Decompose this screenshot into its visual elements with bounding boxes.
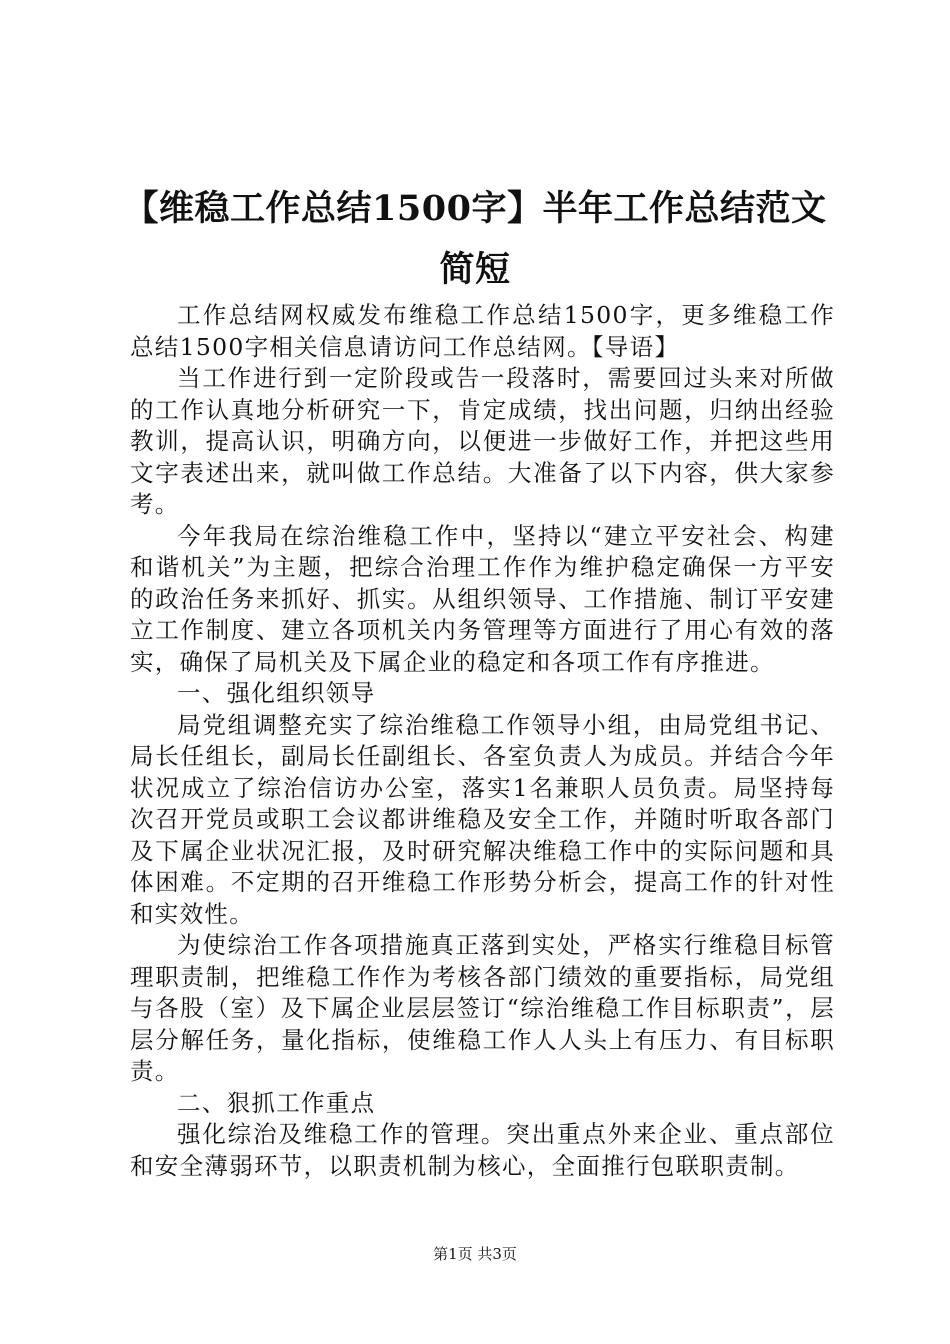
paragraph-intro: 工作总结网权威发布维稳工作总结1500字，更多维稳工作总结1500字相关信息请访问工作总结网。【导语】 <box>130 301 835 361</box>
paragraph-guide: 当工作进行到一定阶段或告一段落时，需要回过头来对所做的工作认真地分析研究一下，肯定成绩，找出问题，归纳出经验教训，提高认识，明确方向，以便进一步做好工作，并把这些用文字表述出来，就叫做工作总结。大准备了以下内容，供大家参考。 <box>130 364 835 518</box>
paragraph-overview: 今年我局在综治维稳工作中，坚持以“建立平安社会、构建和谐机关”为主题，把综合治理工作作为维护稳定确保一方平安的政治任务来抓好、抓实。从组织领导、工作措施、制订平安建立工作制度、建立各项机关内务管理等方面进行了用心有效的落实，确保了局机关及下属企业的稳定和各项工作有序推进。 <box>130 521 835 676</box>
section-heading-2: 二、狠抓工作重点 <box>177 1088 376 1117</box>
page-footer: 第1页 共3页 <box>433 1245 517 1263</box>
section-heading-1: 一、强化组织领导 <box>177 679 376 707</box>
paragraph-key-work: 强化综治及维稳工作的管理。突出重点外来企业、重点部位和安全薄弱环节，以职责机制为核心，全面推行包联职责制。 <box>130 1120 835 1180</box>
paragraph-responsibility: 为使综治工作各项措施真正落到实处，严格实行维稳目标管理职责制，把维稳工作作为考核各部门绩效的重要指标，局党组与各股（室）及下属企业层层签订“综治维稳工作目标职责”，层层分解任务，量化指标，使维稳工作人人头上有压力、有目标职责。 <box>130 931 835 1085</box>
document-title: 【维稳工作总结1500字】半年工作总结范文简短 <box>123 188 827 290</box>
paragraph-leadership: 局党组调整充实了综治维稳工作领导小组，由局党组书记、局长任组长，副局长任副组长、各室负责人为成员。并结合今年状况成立了综治信访办公室，落实1名兼职人员负责。局坚持每次召开党员或职工会议都讲维稳及安全工作，并随时听取各部门及下属企业状况汇报，及时研究解决维稳工作中的实际问题和具体困难。不定期的召开维稳工作形势分析会，提高工作的针对性和实效性。 <box>130 710 835 928</box>
document-body <box>130 300 835 1182</box>
